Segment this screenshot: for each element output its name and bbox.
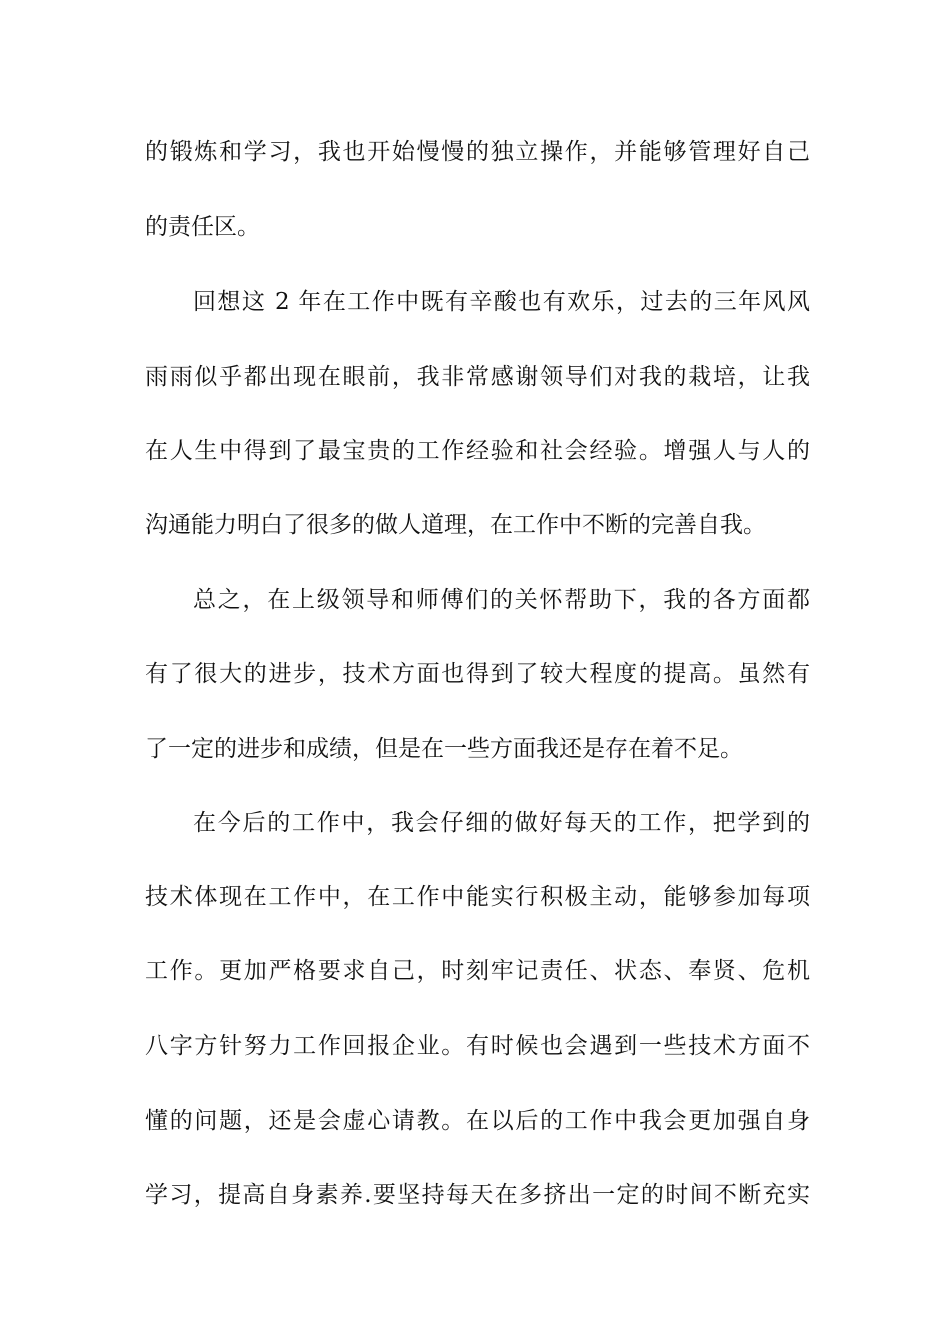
text-line: 八字方针努力工作回报企业。有时候也会遇到一些技术方面不 (145, 1033, 810, 1059)
paragraph-first-line: 回想这 2 年在工作中既有辛酸也有欢乐，过去的三年风风 (193, 289, 810, 315)
text-line: 有了很大的进步，技术方面也得到了较大程度的提高。虽然有 (145, 661, 810, 687)
text-line: 工作。更加严格要求自己，时刻牢记责任、状态、奉贤、危机 (145, 958, 810, 984)
text-line: 雨雨似乎都出现在眼前，我非常感谢领导们对我的栽培，让我 (145, 364, 810, 390)
text-line: 技术体现在工作中，在工作中能实行积极主动，能够参加每项 (145, 884, 810, 910)
text-line: 的锻炼和学习，我也开始慢慢的独立操作，并能够管理好自己 (145, 139, 810, 165)
paragraph-first-line: 在今后的工作中，我会仔细的做好每天的工作，把学到的 (193, 810, 810, 836)
paragraph-first-line: 总之，在上级领导和师傅们的关怀帮助下，我的各方面都 (193, 587, 810, 613)
text-line: 在人生中得到了最宝贵的工作经验和社会经验。增强人与人的 (145, 438, 810, 464)
text-line: 沟通能力明白了很多的做人道理，在工作中不断的完善自我。 (145, 512, 766, 538)
text-line: 了一定的进步和成绩，但是在一些方面我还是存在着不足。 (145, 736, 743, 762)
text-line: 学习，提高自身素养.要坚持每天在多挤出一定的时间不断充实 (145, 1182, 810, 1208)
text-line: 的责任区。 (145, 214, 260, 240)
text-line: 懂的问题，还是会虚心请教。在以后的工作中我会更加强自身 (145, 1108, 810, 1134)
